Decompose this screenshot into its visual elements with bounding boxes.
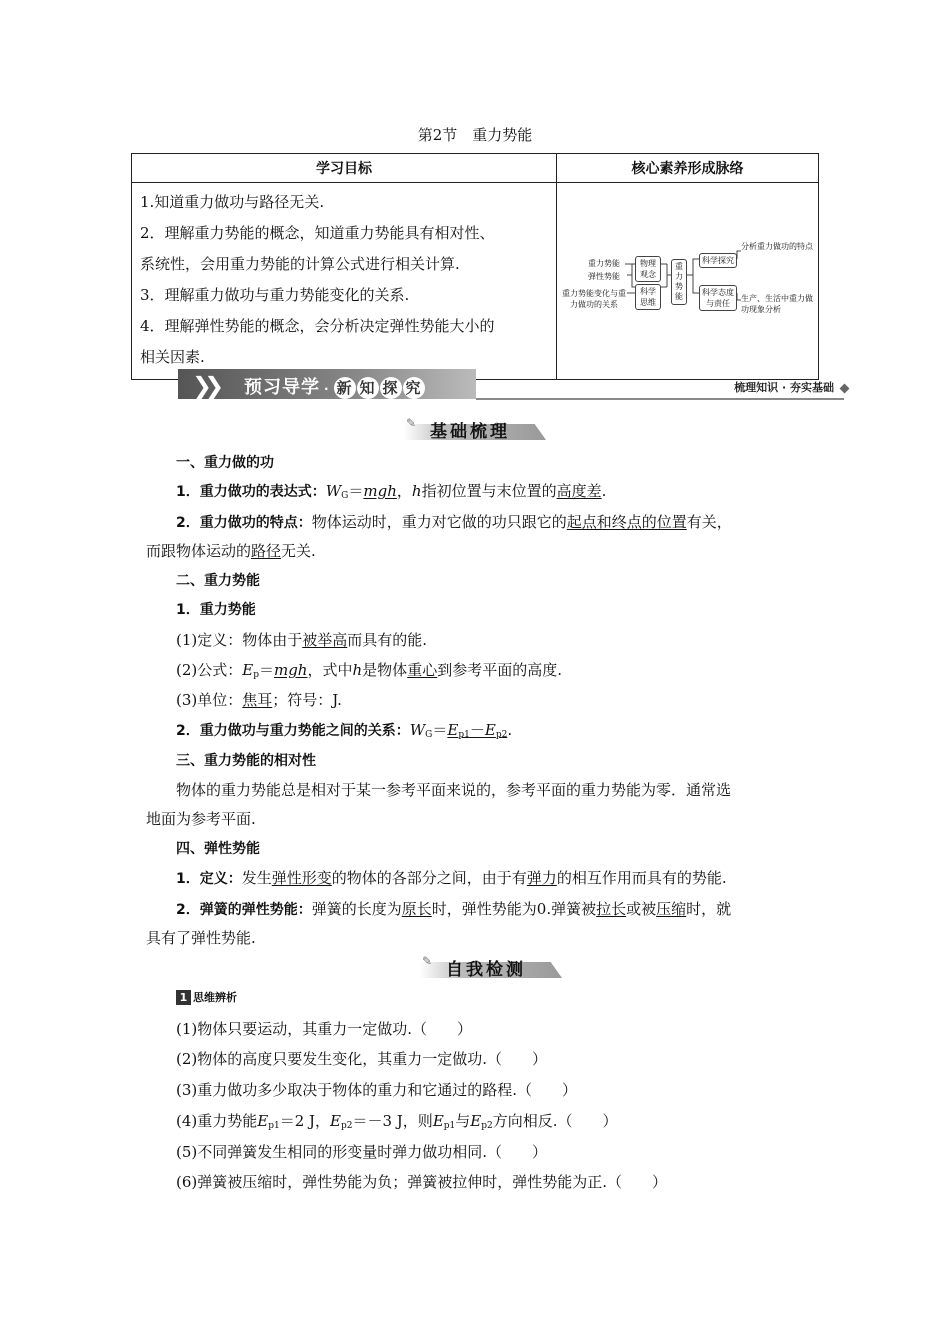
mindmap-leaf-relation: 重力势能变化与重力做功的关系 [562,289,626,309]
quiz-item: (3)重力做功多少取决于物体的重力和它通过的路程.（ ） [176,1081,578,1099]
page-title: 第2节 重力势能 [417,126,533,144]
heading-elastic-pe: 四、弹性势能 [176,841,260,857]
pushpin-icon: ✎ [406,416,417,430]
paragraph: 1．定义：发生弹性形变的物体的各部分之间，由于有弹力的相互作用而具有的势能. [176,869,727,887]
paragraph: 具有了弹性势能. [146,929,256,947]
heading-work-of-gravity: 一、重力做的功 [176,455,274,471]
mindmap-leaf-gravity-pe: 重力势能 [588,259,620,268]
goal-list [132,183,556,379]
goal-item: 1.知道重力做功与路径无关. [140,193,325,211]
goal-item: 系统性，会用重力势能的计算公式进行相关计算. [140,255,460,273]
paragraph: 地面为参考平面. [146,810,256,828]
paragraph: 1．重力做功的表达式：$W_G=mgh$，h指初位置与末位置的高度差. [176,482,607,501]
table-header-goals: 学习目标 [132,154,557,183]
mindmap-scientific-inquiry: 科学探究 [699,253,737,268]
paragraph: 而跟物体运动的路径无关. [146,542,316,560]
section-heading-basics: ✎ 基础梳理 [404,414,546,440]
paragraph: 2．弹簧的弹性势能：弹簧的长度为原长时，弹性势能为0.弹簧被拉长或被压缩时，就 [176,900,732,918]
literacy-mindmap [557,183,818,363]
quiz-tag: 1 思维辨析 [176,989,237,1005]
mindmap-center: 重力势能 [671,259,687,305]
goal-item: 4．理解弹性势能的概念，会分析决定弹性势能大小的 [140,317,495,335]
mindmap-attitude: 科学态度与责任 [699,285,737,311]
paragraph: (2)公式：$E_p=mgh$，式中h是物体重心到参考平面的高度. [176,661,562,680]
mindmap-leaf-work-feature: 分析重力做功的特点 [741,242,813,251]
goal-item: 相关因素. [140,348,205,366]
double-chevron-icon: ❯❯ [192,372,217,400]
section-banner [178,369,848,405]
table-header-literacy: 核心素养形成脉络 [557,154,819,183]
paragraph: 物体的重力势能总是相对于某一参考平面来说的，参考平面的重力势能为零．通常选 [176,781,732,799]
subheading: 1．重力势能 [176,602,256,618]
banner-title: 预习导学 · 新 知 探 究 [244,373,426,399]
paragraph: 2．重力做功的特点：物体运动时，重力对它做的功只跟它的起点和终点的位置有关， [176,513,732,531]
banner-subtitle: 梳理知识 · 夯实基础 [734,381,834,394]
mindmap-physics-concept: 物理观念 [635,256,661,282]
paragraph: 2．重力做功与重力势能之间的关系：$W_G=E_{p1}-E_{p2}$. [176,721,513,740]
goal-item: 2．理解重力势能的概念，知道重力势能具有相对性、 [140,224,495,242]
objectives-table [131,153,819,380]
mindmap-scientific-thinking: 科学思维 [635,284,661,310]
banner-bar [178,369,476,399]
paragraph: (1)定义：物体由于被举高而具有的能. [176,631,428,649]
quiz-item: (4)重力势能$E_{p1}=2$ J，$E_{p2}=-3$ J，则$E_{p1}$与$E_{p2}$方向相反.（ ） [176,1112,618,1131]
quiz-item: (5)不同弹簧发生相同的形变量时弹力做功相同.（ ） [176,1143,548,1161]
banner-rule [476,398,844,400]
heading-gravity-pe: 二、重力势能 [176,573,260,589]
diamond-icon [840,384,850,394]
mindmap-leaf-elastic-pe: 弹性势能 [588,272,620,281]
pushpin-icon: ✎ [422,954,433,968]
quiz-item: (6)弹簧被压缩时，弹性势能为负；弹簧被拉伸时，弹性势能为正.（ ） [176,1173,668,1191]
heading-relativity: 三、重力势能的相对性 [176,753,316,769]
goal-item: 3．理解重力做功与重力势能变化的关系. [140,286,410,304]
section-heading-selfcheck: ✎ 自我检测 [420,952,562,978]
paragraph: (3)单位：焦耳；符号：J. [176,691,342,709]
quiz-item: (1)物体只要运动，其重力一定做功.（ ） [176,1020,473,1038]
mindmap-leaf-life: 生产、生活中重力做功现象分析 [741,294,813,314]
quiz-item: (2)物体的高度只要发生变化，其重力一定做功.（ ） [176,1050,548,1068]
